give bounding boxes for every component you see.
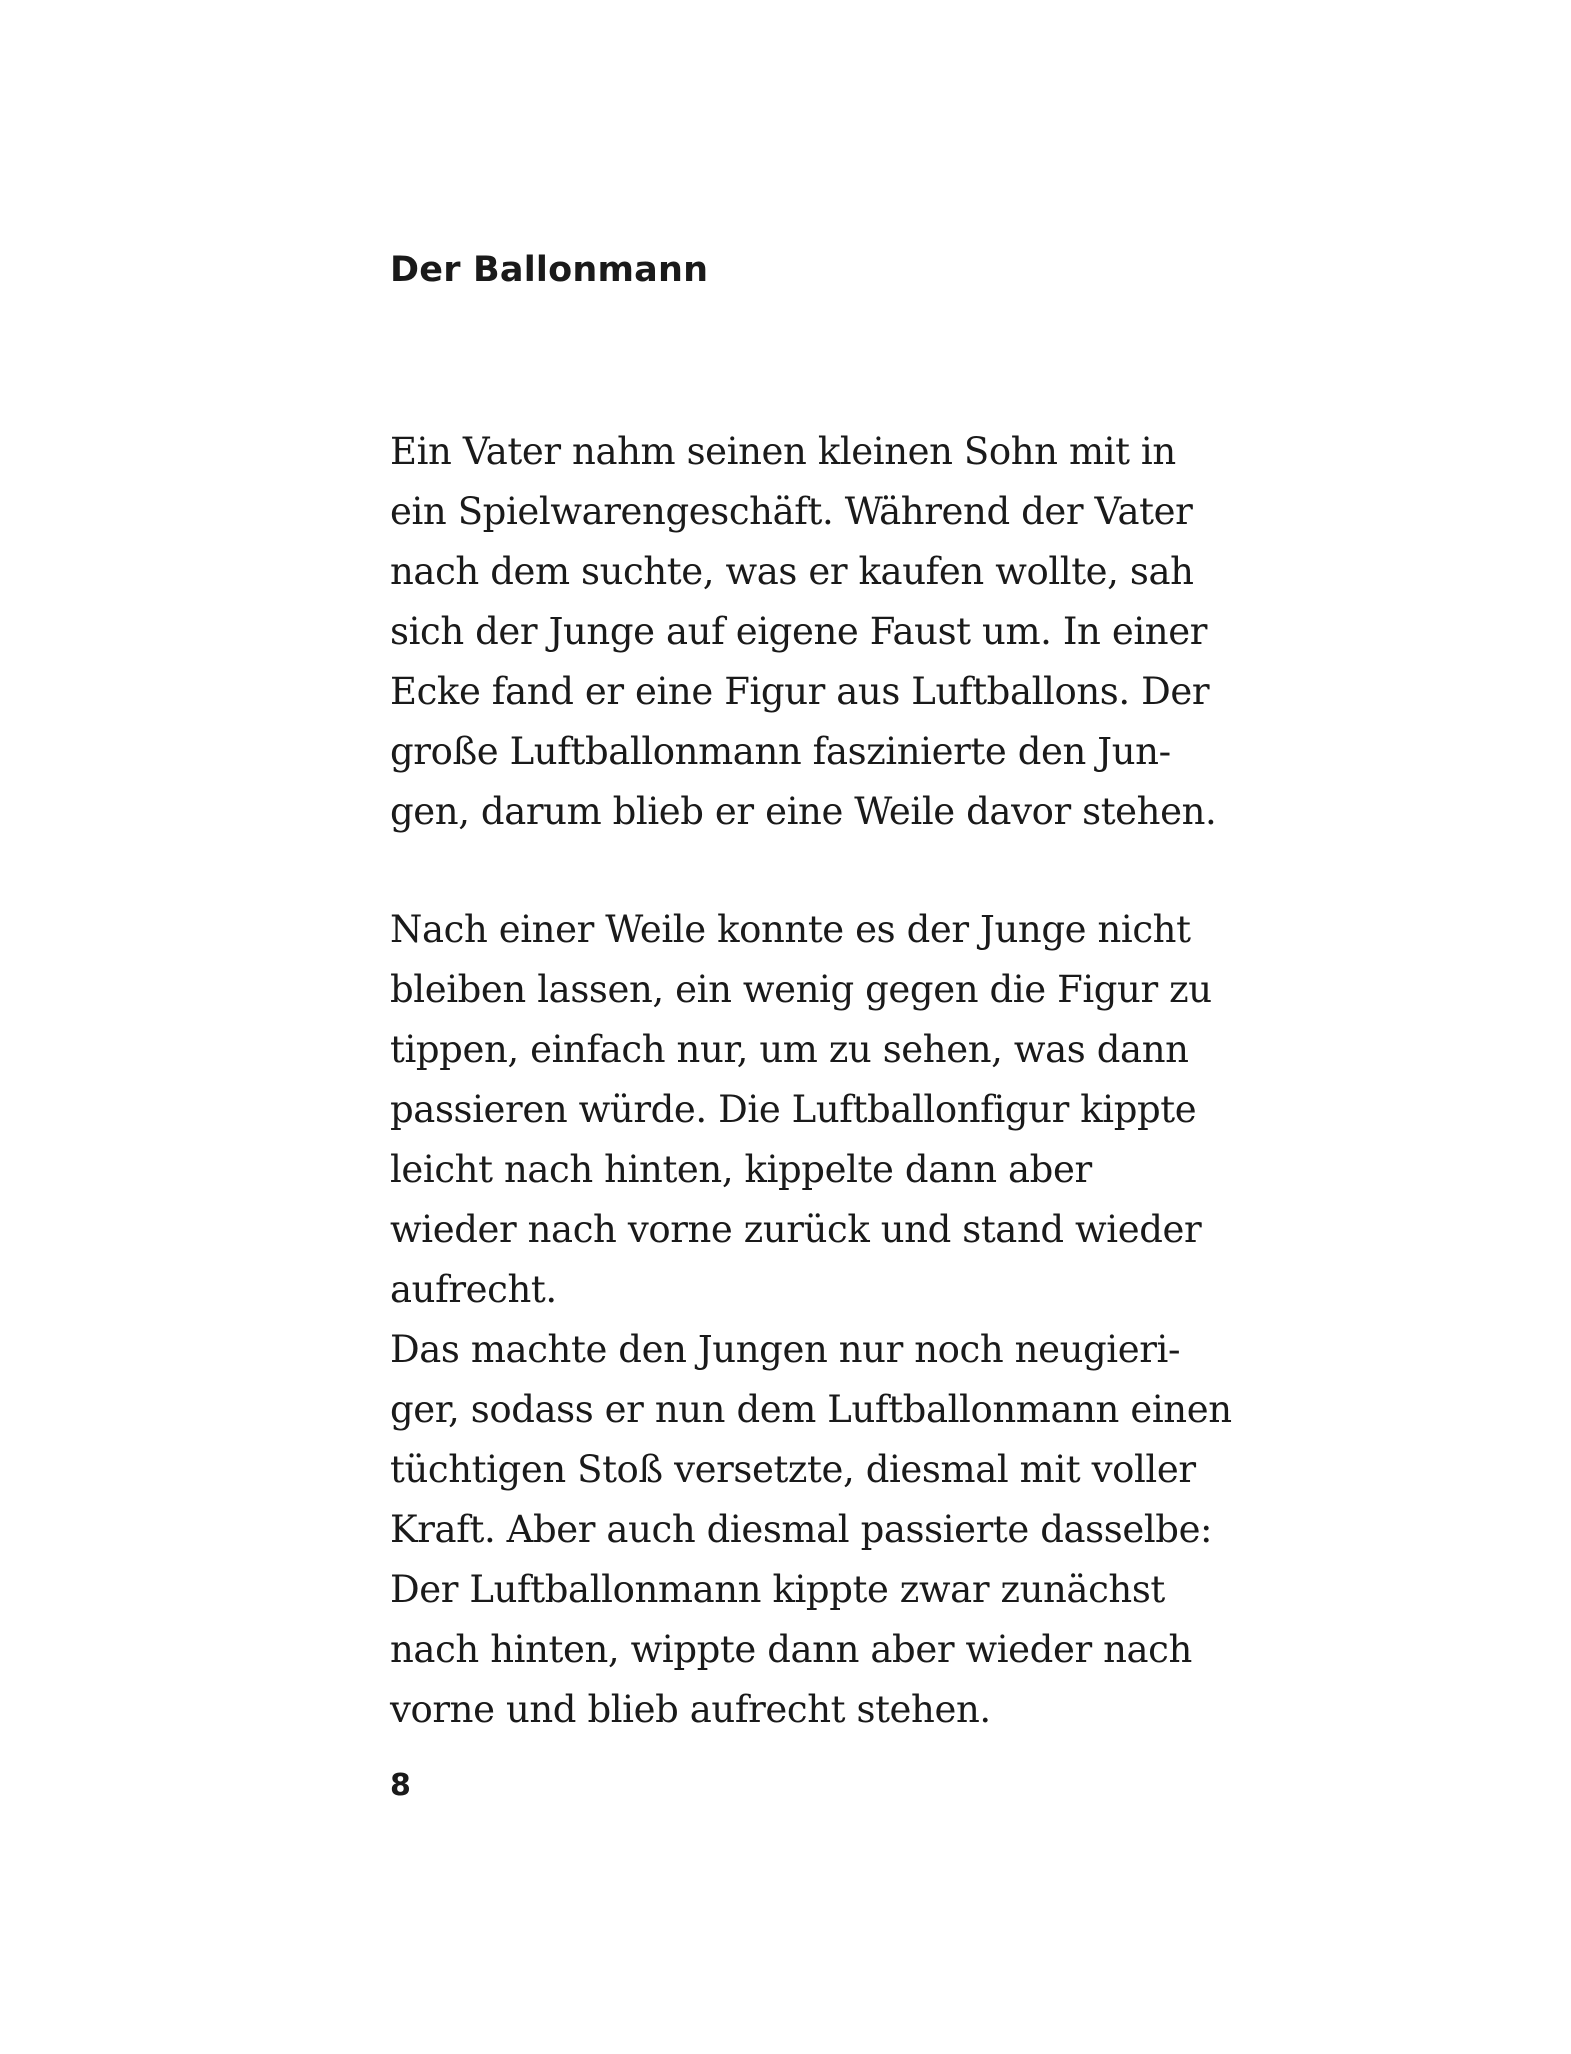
text-line: Das machte den Jungen nur noch neugieri- <box>390 1328 1181 1371</box>
text-line: nach dem suchte, was er kaufen wollte, sah <box>390 550 1194 593</box>
text-line: tippen, einfach nur, um zu sehen, was dann <box>390 1028 1189 1071</box>
text-line: sich der Junge auf eigene Faust um. In einer <box>390 610 1207 653</box>
text-line: passieren würde. Die Luftballonfigur kippte <box>390 1088 1197 1131</box>
text-line: leicht nach hinten, kippelte dann aber <box>390 1148 1092 1191</box>
text-line: wieder nach vorne zurück und stand wieder <box>390 1208 1202 1251</box>
text-line: tüchtigen Stoß versetzte, diesmal mit voller <box>390 1448 1196 1491</box>
page-number: 8 <box>390 1768 411 1803</box>
text-line: Kraft. Aber auch diesmal passierte dasselbe: <box>390 1508 1213 1551</box>
text-line: ein Spielwarengeschäft. Während der Vater <box>390 490 1193 533</box>
text-line: Nach einer Weile konnte es der Junge nicht <box>390 908 1191 951</box>
text-line: aufrecht. <box>390 1268 557 1311</box>
text-line: Der Luftballonmann kippte zwar zunächst <box>390 1568 1165 1611</box>
text-line: Ein Vater nahm seinen kleinen Sohn mit in <box>390 430 1176 473</box>
text-line: bleiben lassen, ein wenig gegen die Figur zu <box>390 968 1212 1011</box>
text-line: gen, darum blieb er eine Weile davor stehen. <box>390 790 1217 833</box>
text-line: vorne und blieb aufrecht stehen. <box>390 1688 991 1731</box>
text-line: ger, sodass er nun dem Luftballonmann einen <box>390 1388 1232 1431</box>
text-line: Ecke fand er eine Figur aus Luftballons. Der <box>390 670 1210 713</box>
text-line: große Luftballonmann faszinierte den Jun- <box>390 730 1171 773</box>
text-line: nach hinten, wippte dann aber wieder nach <box>390 1628 1192 1671</box>
chapter-title: Der Ballonmann <box>390 250 709 290</box>
